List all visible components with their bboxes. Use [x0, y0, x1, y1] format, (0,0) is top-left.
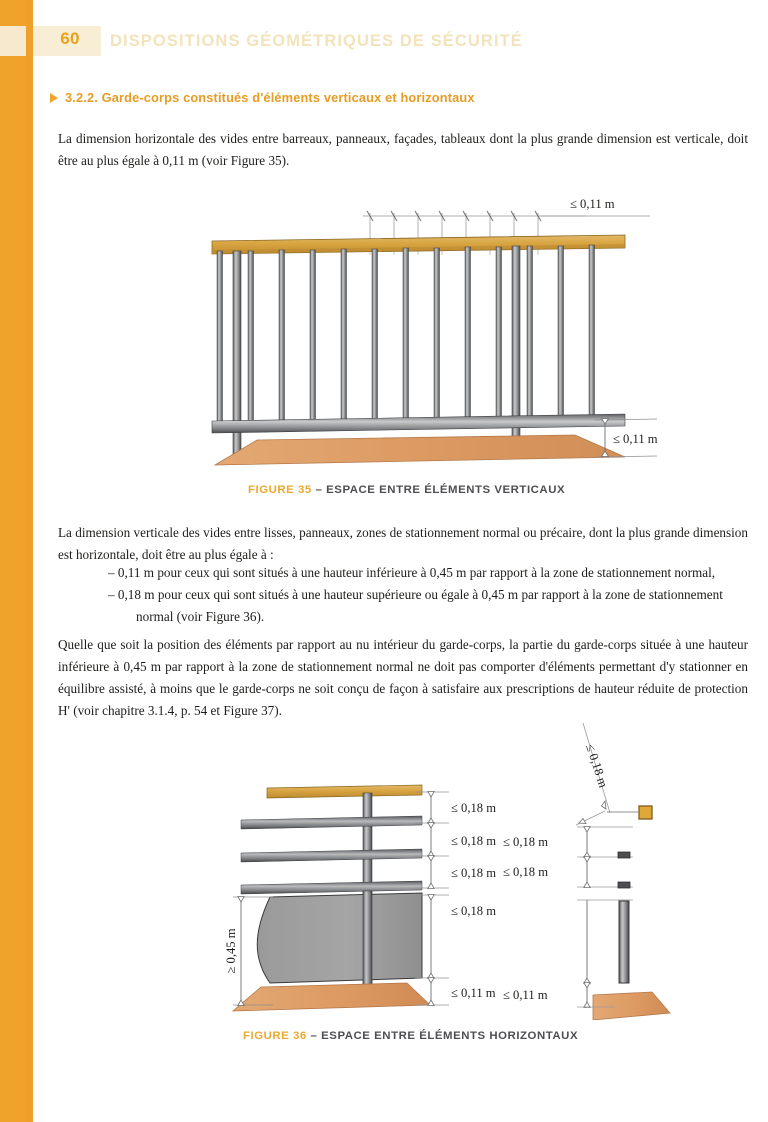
baluster-group [217, 245, 595, 424]
figure-36-caption-number: FIGURE 36 [243, 1030, 307, 1042]
paragraph-intro-horizontal: La dimension verticale des vides entre lisses, panneaux, zones de stationnement normal ou précaire, dont la plus grande dimension est horizontale, doit être au plus égale à : [58, 525, 748, 562]
figure-36-caption-text: – ESPACE ENTRE ÉLÉMENTS HORIZONTAUX [310, 1030, 579, 1042]
figure-36-caption [243, 1030, 578, 1042]
figure36-right-dim-diagonal: ≤ 0,18 m [583, 742, 611, 790]
figure36-left-dim-4: ≤ 0,18 m [451, 904, 497, 918]
horizontal-rail-1 [241, 816, 422, 829]
figure-35-caption [248, 484, 565, 496]
floor-deck-left [233, 983, 430, 1011]
figure36-left-dim-1: ≤ 0,18 m [451, 801, 497, 815]
panel-profile [619, 901, 629, 983]
horizontal-rail-3 [241, 881, 422, 894]
section-heading [50, 90, 475, 105]
gray-infill-panel [257, 893, 422, 983]
floor-deck-right [593, 992, 670, 1020]
figure-35-vertical-elements [195, 195, 665, 480]
dimension-arrowheads-left [428, 792, 434, 1006]
rail-profile-2 [618, 882, 630, 888]
page-number: 60 [60, 29, 80, 48]
figure36-right-profile [503, 723, 670, 1020]
left-margin-bar-shade [25, 0, 33, 1122]
bullet-item-2: – 0,18 m pour ceux qui sont situés à une hauteur supérieure ou égale à 0,45 m par rapport à la zone de stationnement [108, 587, 723, 602]
paragraph-equilibre-assiste: Quelle que soit la position des éléments par rapport au nu intérieur du garde-corps, la partie du garde-corps située à une hauteur inférieure à 0,45 m par rapport à la zone de stationnement normal ne doit pas comporter d'éléments permettant d'y stationner en équilibre assisté, à moins que le garde-corps ne soit conçu de façon à satisfaire aux prescriptions de hauteur réduite de protection H' (voir chapitre 3.1.4, p. 54 et Figure 37). [58, 637, 748, 718]
paragraph-intro-vertical: La dimension horizontale des vides entre barreaux, panneaux, façades, tableaux dont la plus grande dimension est verticale, doit être au plus égale à 0,11 m (voir Figure 35). [58, 131, 748, 168]
top-rail-profile [639, 806, 652, 819]
figure-35-caption-text: – ESPACE ENTRE ÉLÉMENTS VERTICAUX [315, 484, 566, 496]
header-title: DISPOSITIONS GÉOMÉTRIQUES DE SÉCURITÉ [110, 32, 523, 50]
figure36-left-dim-2: ≤ 0,18 m [451, 834, 497, 848]
wood-handrail-left [267, 785, 422, 798]
figure36-left-elevation [224, 785, 496, 1011]
figure36-right-dim-bottom: ≤ 0,11 m [503, 988, 548, 1002]
figure36-right-dim-2: ≤ 0,18 m [503, 865, 549, 879]
bullet-list [58, 562, 748, 628]
figure36-left-dim-bottom: ≤ 0,11 m [451, 986, 496, 1000]
header-band-left [0, 26, 26, 56]
floor-deck [215, 435, 625, 465]
section-heading-label: 3.2.2. Garde-corps constitués d'éléments verticaux et horizontaux [65, 90, 475, 105]
triangle-bullet-icon [50, 93, 58, 103]
figure-36-horizontal-elements [215, 715, 685, 1020]
figure36-left-dim-3: ≤ 0,18 m [451, 866, 497, 880]
bottom-rail [212, 414, 625, 433]
bullet-item-1: – 0,11 m pour ceux qui sont situés à une hauteur inférieure à 0,45 m par rapport à la zone de stationnement normal, [108, 565, 716, 580]
bullet-item-2-continuation: normal (voir Figure 36). [136, 609, 265, 624]
figure36-left-dim-height: ≥ 0,45 m [224, 928, 238, 974]
figure36-right-dim-1: ≤ 0,18 m [503, 835, 549, 849]
page-header [0, 26, 768, 56]
figure-35-caption-number: FIGURE 35 [248, 484, 312, 496]
figure35-bottom-dimension-label: ≤ 0,11 m [613, 432, 658, 446]
rail-profile-1 [618, 852, 630, 858]
figure35-top-dimension-label: ≤ 0,11 m [570, 197, 615, 211]
horizontal-rail-2 [241, 849, 422, 862]
